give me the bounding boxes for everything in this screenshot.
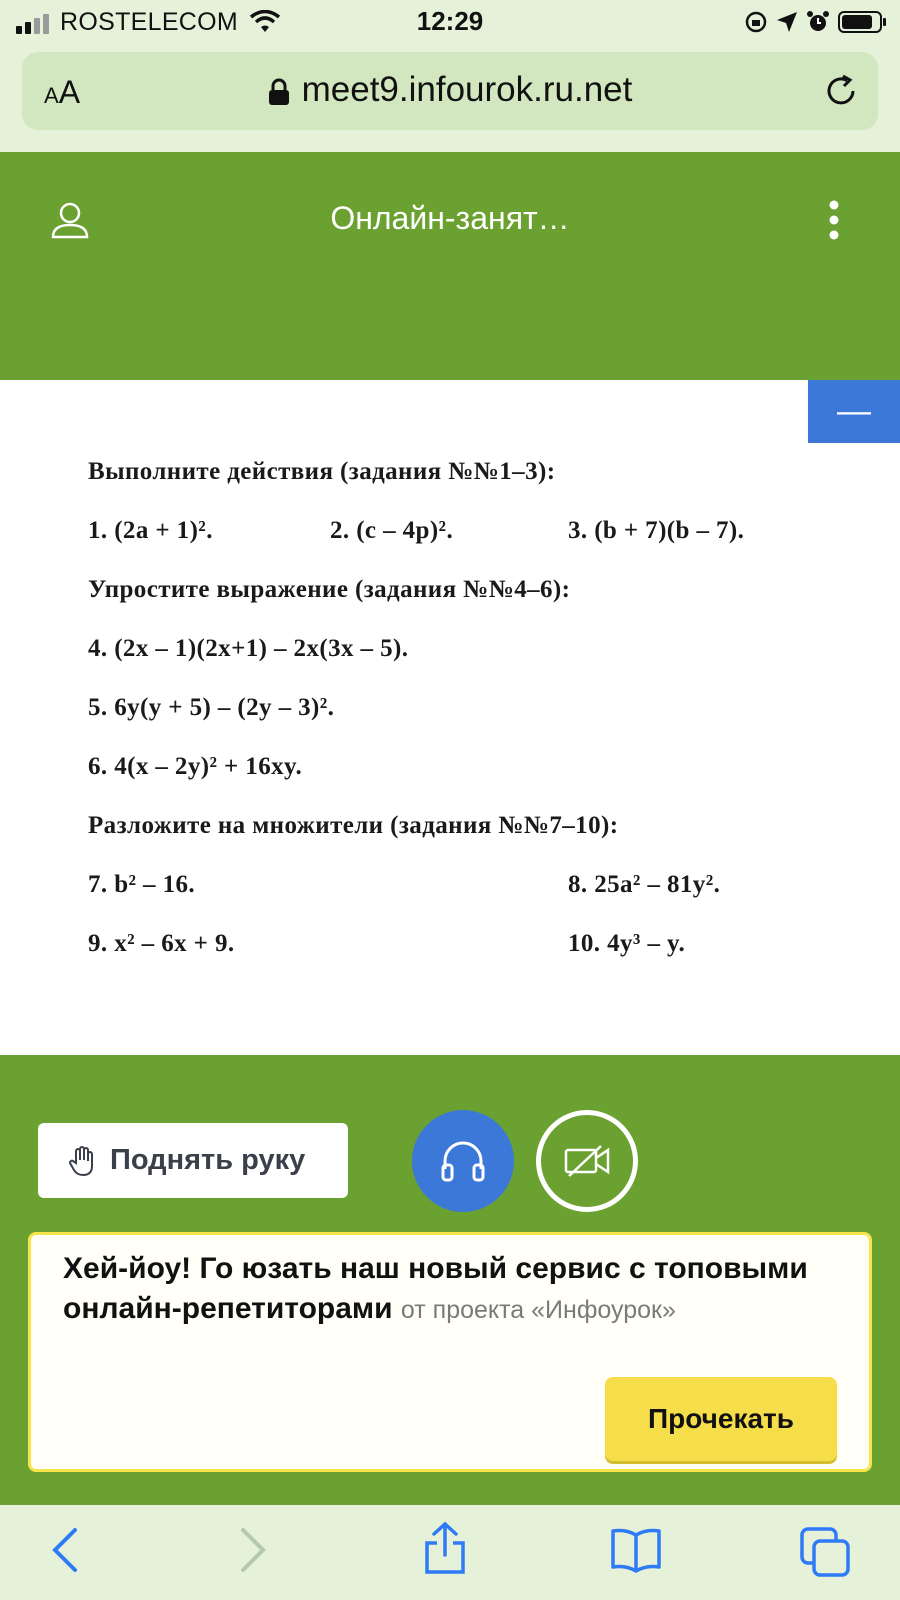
task-7: 7. b² – 16. <box>88 871 196 898</box>
promo-banner <box>28 1232 872 1472</box>
section-heading: Разложите на множители (задания №№7–10): <box>88 812 619 839</box>
lock-icon <box>268 78 290 106</box>
worksheet <box>88 458 808 989</box>
text-size-button[interactable]: AA <box>44 74 81 110</box>
promo-headline: Хей-йоу! Го юзать наш новый сервис с топовыми онлайн-репетиторами <box>63 1252 808 1325</box>
task-3: 3. (b + 7)(b – 7). <box>568 517 745 544</box>
task-6: 6. 4(x – 2y)² + 16xy. <box>88 753 303 780</box>
back-icon[interactable] <box>50 1527 80 1573</box>
reload-icon[interactable] <box>822 72 860 110</box>
shared-document <box>0 380 900 1055</box>
more-options-icon[interactable] <box>828 200 840 240</box>
bookmarks-icon[interactable] <box>610 1527 662 1573</box>
share-icon[interactable] <box>422 1521 468 1575</box>
app-header <box>0 152 900 380</box>
camera-button[interactable] <box>536 1110 638 1212</box>
carrier-name: ROSTELECOM <box>60 8 239 36</box>
collapse-button[interactable]: — <box>808 380 900 443</box>
meeting-controls <box>0 1055 900 1505</box>
url-text: meet9.infourok.ru.net <box>301 70 633 109</box>
battery-icon <box>838 10 888 34</box>
section-heading: Выполните действия (задания №№1–3): <box>88 458 556 485</box>
raise-hand-button[interactable] <box>38 1123 348 1198</box>
address-bar[interactable] <box>22 52 878 130</box>
clock: 12:29 <box>416 6 484 36</box>
promo-cta-button[interactable]: Прочекать <box>605 1377 837 1461</box>
hand-icon <box>68 1145 96 1177</box>
task-1: 1. (2a + 1)². <box>88 517 213 544</box>
task-8: 8. 25a² – 81y². <box>568 871 721 898</box>
headphones-icon <box>440 1139 486 1183</box>
task-10: 10. 4y³ – y. <box>568 930 686 957</box>
task-2: 2. (c – 4p)². <box>330 517 454 544</box>
location-icon <box>776 11 798 33</box>
forward-icon[interactable] <box>238 1527 268 1573</box>
browser-toolbar <box>0 1505 900 1600</box>
raise-hand-label: Поднять руку <box>110 1144 306 1176</box>
orientation-lock-icon <box>744 10 768 34</box>
audio-button[interactable] <box>412 1110 514 1212</box>
task-9: 9. x² – 6x + 9. <box>88 930 235 957</box>
page-title: Онлайн-занят… <box>330 200 570 236</box>
promo-source: от проекта «Инфоурок» <box>400 1296 676 1324</box>
alarm-icon <box>806 10 830 34</box>
tabs-icon[interactable] <box>800 1527 852 1577</box>
camera-off-icon <box>563 1144 611 1178</box>
status-bar <box>0 0 900 46</box>
section-heading: Упростите выражение (задания №№4–6): <box>88 576 571 603</box>
task-5: 5. 6y(y + 5) – (2y – 3)². <box>88 694 335 721</box>
task-4: 4. (2x – 1)(2x+1) – 2x(3x – 5). <box>88 635 409 662</box>
url-display[interactable] <box>22 70 878 110</box>
